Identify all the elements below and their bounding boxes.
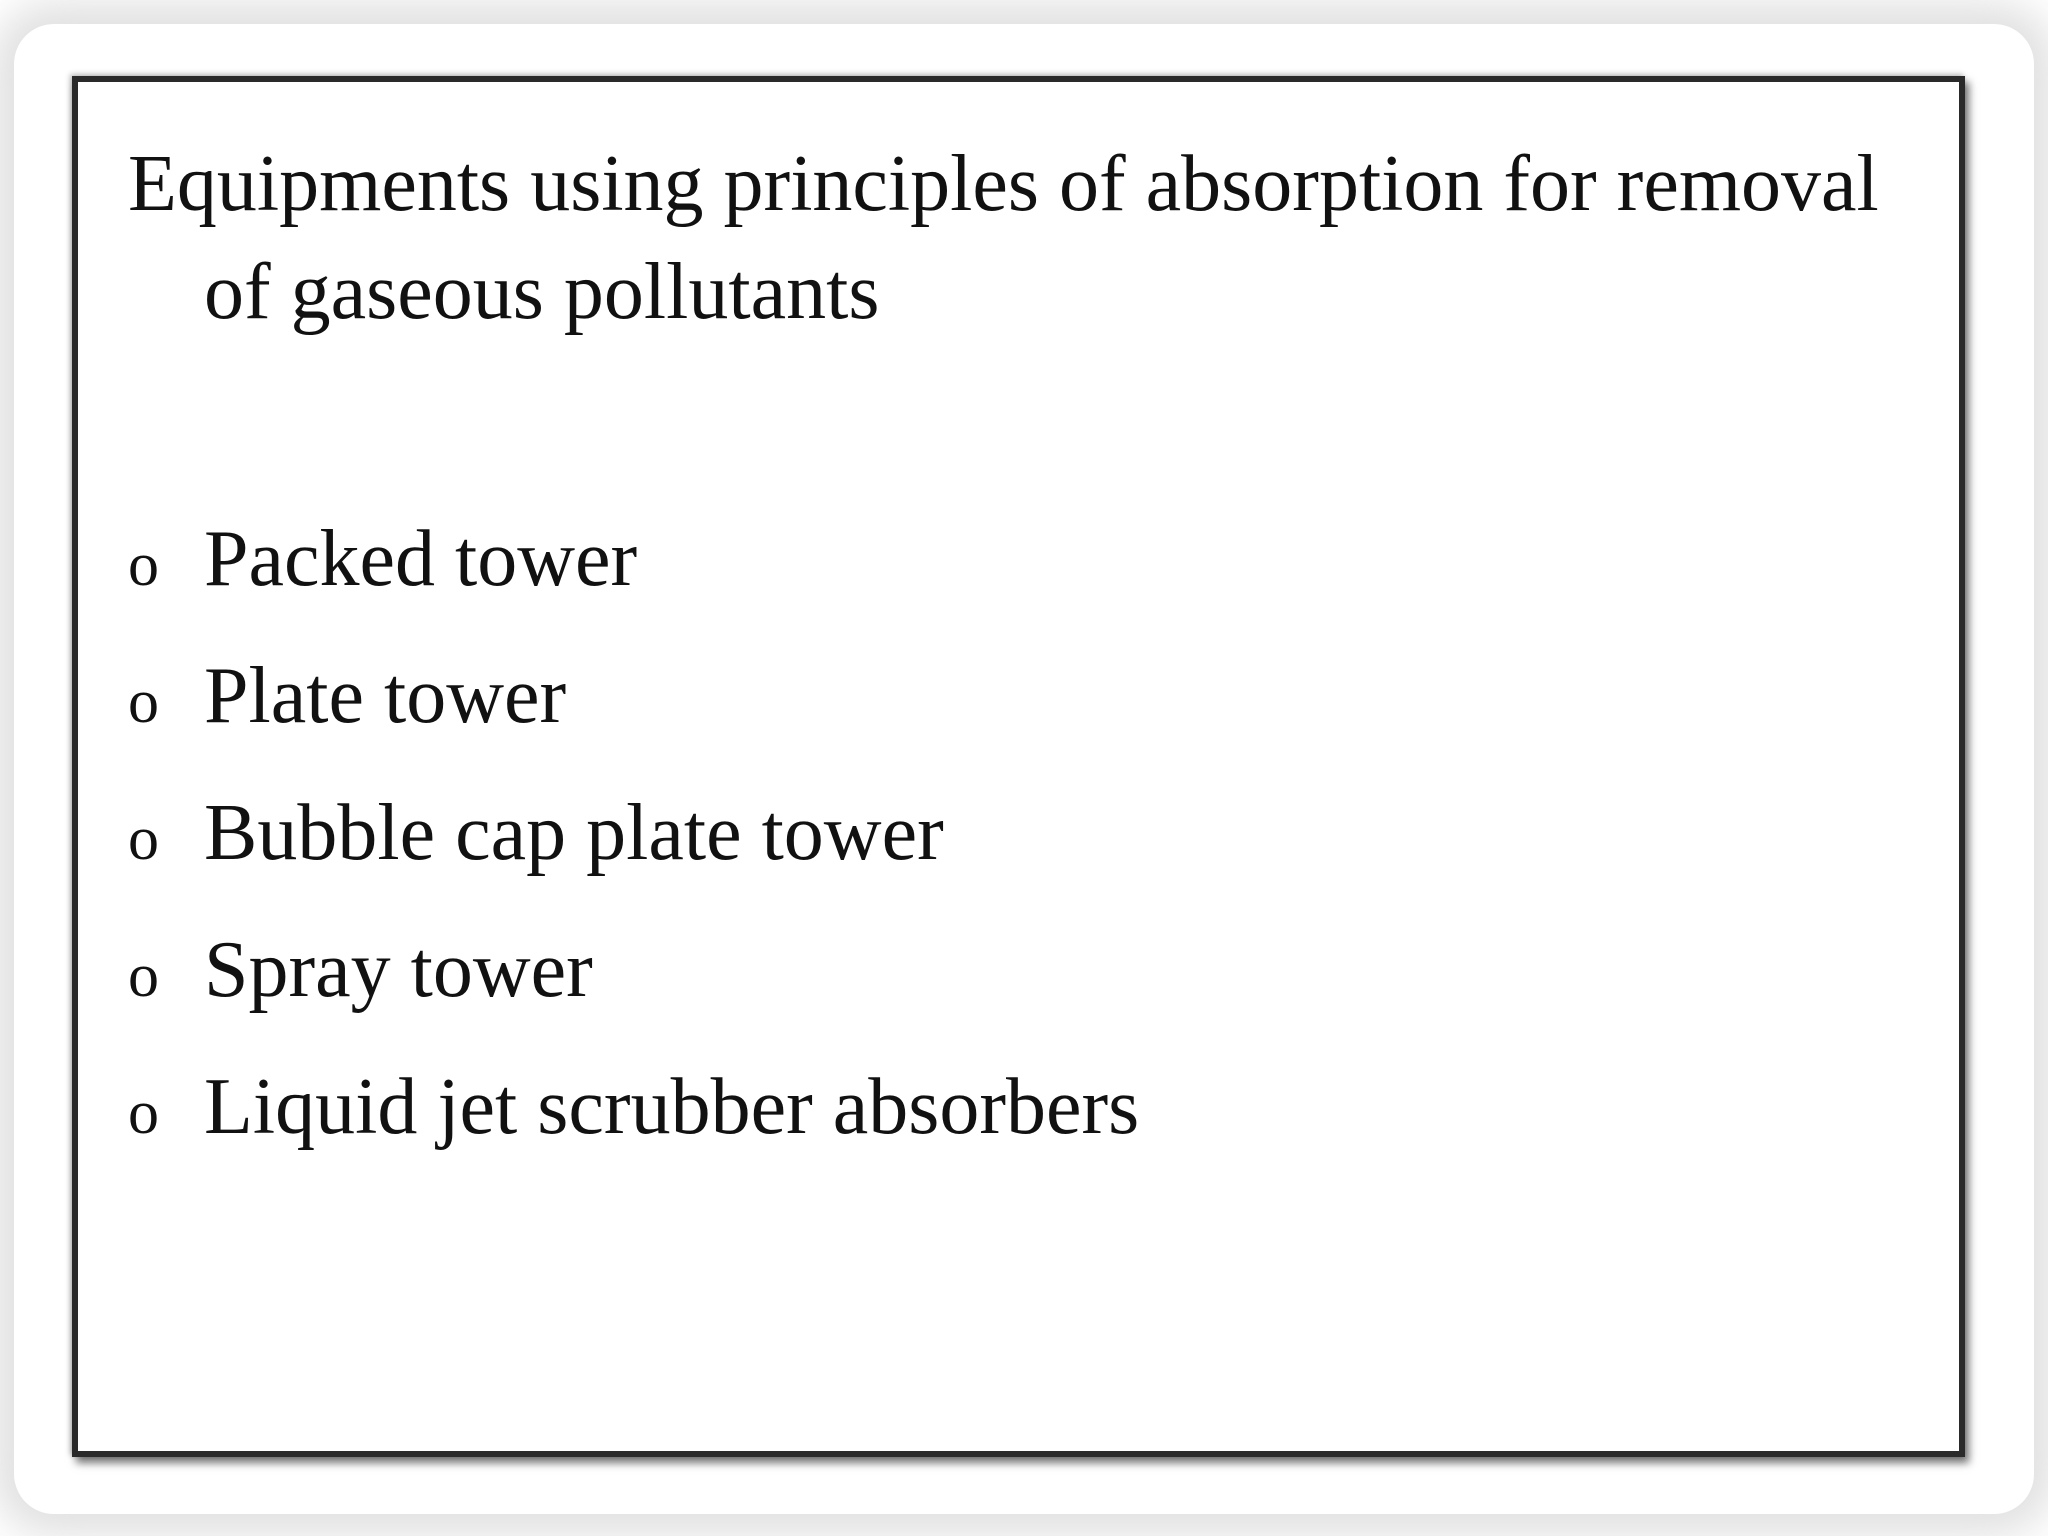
list-item-label: Packed tower [204,515,638,603]
list-item [128,631,1919,768]
bullet-marker-icon: o [128,531,159,599]
list-item [128,1042,1919,1179]
list-item-label: Plate tower [204,652,567,740]
list-item-label: Bubble cap plate tower [204,789,944,877]
slide-frame [72,76,1965,1457]
list-item-label: Liquid jet scrubber absorbers [204,1063,1140,1151]
list-item-label: Spray tower [204,926,593,1014]
bullet-marker-icon: o [128,805,159,873]
bullet-marker-icon: o [128,942,159,1010]
list-item [128,905,1919,1042]
list-item [128,768,1919,905]
slide-heading: Equipments using principles of absorption for removal of gaseous pollutants [128,140,1879,336]
equipment-list [128,494,1919,1179]
bullet-marker-icon: o [128,1079,159,1147]
slide-content [128,130,1919,1179]
bullet-marker-icon: o [128,668,159,736]
list-item [128,494,1919,631]
